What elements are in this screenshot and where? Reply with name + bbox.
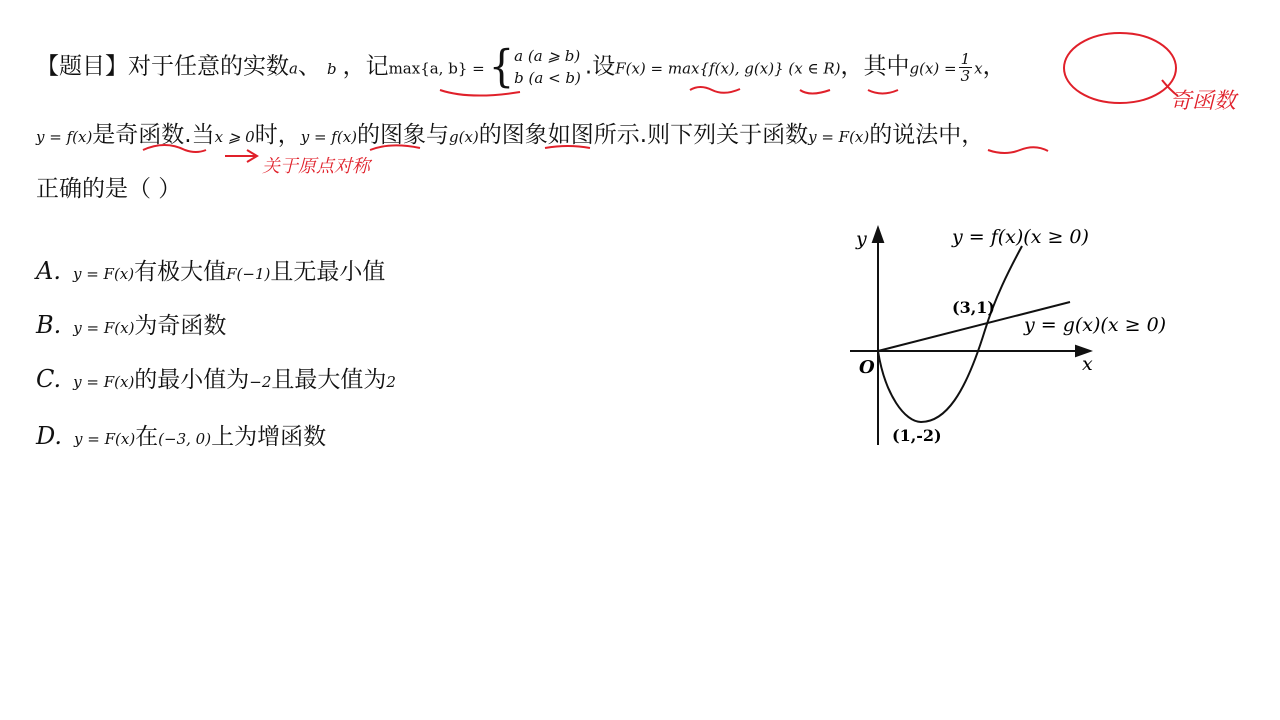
text: 对于任意的实数 [128, 53, 289, 80]
F-def: F(x) = max{f(x), g(x)} (x ∈ R) [615, 59, 841, 78]
underline-f [800, 90, 830, 94]
underline-F [690, 87, 740, 93]
text: 的图象与 [357, 122, 450, 148]
intersection-label: (3,1) [952, 298, 995, 317]
annotations [143, 33, 1178, 162]
function-graph [850, 228, 1090, 445]
underline-odd [143, 145, 206, 152]
text: 且无最小值 [270, 259, 386, 285]
math: 2 [386, 373, 396, 391]
text: ，记 [342, 53, 389, 80]
f-curve [878, 246, 1022, 422]
case-2: b (a < b) [514, 69, 581, 87]
problem-tag: 【题目】 [36, 53, 128, 80]
math: y = f(x) [36, 128, 93, 146]
text: ， [982, 53, 1006, 80]
text: 时， [254, 122, 301, 148]
underline-f2 [370, 145, 420, 150]
origin-label: O [859, 357, 875, 378]
math: y = F(x) [73, 373, 135, 391]
circle-g [1064, 33, 1176, 103]
text: 是奇函数.当 [92, 122, 215, 148]
option-label: C. [36, 365, 62, 393]
math: (−3, 0) [158, 430, 212, 448]
text: 上为增函数 [211, 424, 327, 450]
math: y = f(x) [300, 128, 358, 146]
underline-g2 [545, 146, 590, 148]
math: y = F(x) [73, 319, 135, 337]
text: 在 [135, 424, 159, 450]
question-prompt: 正确的是（ ） [36, 176, 182, 202]
numerator: 1 [960, 49, 971, 68]
underline-g [868, 90, 898, 94]
math: y = F(x) [74, 430, 136, 448]
text: 为奇函数 [134, 313, 227, 339]
annotation-odd: 奇函数 [1170, 89, 1237, 114]
f-label: y = f(x)(x ≥ 0) [952, 226, 1089, 248]
option-label: D. [36, 422, 63, 450]
underline-F2 [988, 147, 1048, 153]
text: .设 [584, 53, 616, 80]
denominator: 3 [960, 66, 971, 85]
annotation-sym: 关于原点对称 [262, 156, 370, 177]
math: y = F(x) [72, 265, 135, 283]
text: 的图象如图所示.则下列关于函数 [478, 122, 809, 148]
text: 的最小值为 [134, 367, 250, 393]
brace-icon: { [488, 41, 515, 93]
minimum-label: (1,-2) [892, 426, 942, 445]
math: x ⩾ 0 [214, 128, 255, 146]
text: ，其中 [840, 53, 910, 80]
g-lhs: g(x) = [909, 59, 957, 78]
underline-max [440, 90, 520, 96]
y-arrow-icon [873, 228, 883, 242]
math: g(x) [449, 128, 479, 146]
text: 且最大值为 [271, 367, 387, 393]
math-b: b [326, 59, 337, 78]
text: 、 [297, 53, 321, 80]
math: −2 [249, 373, 272, 391]
option-label: A. [36, 257, 61, 285]
text: 有极大值 [134, 259, 227, 285]
case-1: a (a ⩾ b) [514, 47, 581, 65]
math: F(−1) [226, 265, 271, 283]
g-rhs: x [974, 59, 983, 78]
y-axis-label: y [856, 228, 867, 250]
g-label: y = g(x)(x ≥ 0) [1024, 314, 1167, 336]
math: y = F(x) [808, 128, 870, 146]
option-label: B. [36, 311, 62, 339]
text: 的说法中， [869, 122, 985, 148]
x-axis-label: x [1082, 353, 1093, 375]
max-def: max{a, b} = [388, 59, 485, 78]
math-a: a [289, 59, 298, 78]
